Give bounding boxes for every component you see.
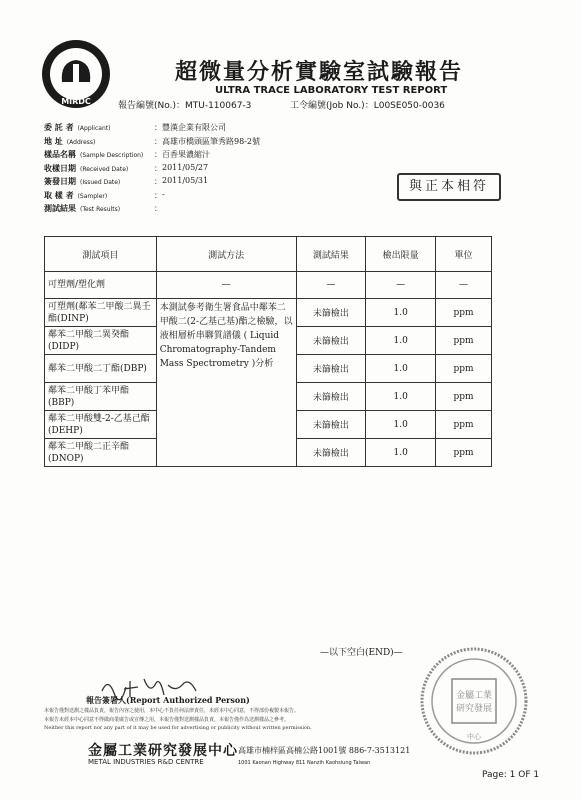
footnote: Neither this report nor any part of it may be used for advertising or publicity without written permission. — [44, 725, 312, 731]
signatory-label: 報告簽署人(Report Authorized Person) — [86, 695, 250, 705]
address-value: 高雄市橋頭區筆秀路98-2號 — [162, 136, 260, 146]
organization-name-en: METAL INDUSTRIES R&D CENTRE — [88, 758, 204, 766]
unit-cell: ppm — [436, 327, 492, 355]
result-cell: 未篩檢出 — [296, 299, 366, 327]
job-number-value: L00SE050-0036 — [373, 101, 445, 111]
unit-cell: ppm — [436, 411, 492, 439]
report-title: 超微量分析實驗室試驗報告 — [175, 59, 464, 85]
limit-cell: 1.0 — [366, 383, 436, 411]
unit-cell: ppm — [436, 383, 492, 411]
result-cell: 未篩檢出 — [296, 327, 366, 355]
organization-address: 高雄市楠梓區高楠公路1001號 886-7-3513121 — [238, 746, 411, 755]
organization-address-en: 1001 Kaonan Highway 811 Nanzih Kaohsiung Taiwan — [238, 760, 371, 766]
result-cell: 未篩檢出 — [296, 439, 366, 467]
method-cell: 本測試參考衛生署食品中鄰苯二甲酸二(2-乙基己基)酯之檢驗，以液相層析串聯質譜儀 ( Liquid Chromatography-Tandem Mass Spectrometry )分析 — [156, 299, 296, 467]
limit-cell: 1.0 — [366, 355, 436, 383]
report-subtitle: ULTRA TRACE LABORATORY TEST REPORT — [215, 85, 448, 96]
report-number-label: 報告編號(No.)： — [118, 101, 185, 111]
end-marker: —以下空白(END)— — [320, 648, 403, 658]
category-method: — — [156, 272, 296, 299]
result-cell: 未篩檢出 — [296, 355, 366, 383]
header-detection-limit: 檢出限量 — [366, 237, 436, 272]
results-table — [44, 236, 492, 467]
true-copy-stamp: 與正本相符 — [397, 173, 501, 201]
header-unit: 單位 — [436, 237, 492, 272]
limit-cell: 1.0 — [366, 411, 436, 439]
item-cell: 可塑劑(鄰苯二甲酸二異壬酯(DINP) — [45, 299, 157, 327]
table-row — [45, 272, 492, 299]
footnote: 本報告僅對送測之樣品負責，報告內容之使用，本中心不負任何法律責任，未經本中心同意，不得部份複製本報告。 — [44, 708, 300, 714]
result-cell: 未篩檢出 — [296, 411, 366, 439]
table-header-row — [45, 237, 492, 272]
result-cell: 未篩檢出 — [296, 383, 366, 411]
report-number-value: MTU-110067-3 — [184, 101, 252, 111]
svg-text:金屬工業: 金屬工業 — [455, 691, 493, 701]
svg-text:研究發展: 研究發展 — [455, 704, 493, 714]
table-row — [45, 299, 492, 327]
category-result: — — [296, 272, 366, 299]
item-cell: 鄰苯二甲酸雙-2-乙基己酯(DEHP) — [45, 411, 157, 439]
report-number — [118, 98, 251, 111]
official-seal — [418, 645, 530, 757]
category-item: 可塑劑/塑化劑 — [45, 272, 157, 299]
item-cell: 鄰苯二甲酸二異癸酯(DIDP) — [45, 327, 157, 355]
limit-cell: 1.0 — [366, 439, 436, 467]
unit-cell: ppm — [436, 439, 492, 467]
footnote: 本報告未經本中心同意不得做商業廣告或宣傳之用，本報告僅對送測樣品負責，本報告僅作為送測樣品之參考。 — [44, 717, 290, 723]
category-limit: — — [366, 272, 436, 299]
category-unit: — — [436, 272, 492, 299]
logo-text: MIRDC — [61, 97, 91, 106]
unit-cell: ppm — [436, 299, 492, 327]
svg-text:中心: 中心 — [467, 733, 481, 741]
header-test-result: 測試結果 — [296, 237, 366, 272]
item-cell: 鄰苯二甲酸二正辛酯(DNOP) — [45, 439, 157, 467]
sampler-value: - — [162, 189, 165, 199]
header-test-method: 測試方法 — [156, 237, 296, 272]
received-date-value: 2011/05/27 — [162, 162, 209, 172]
job-number-label: 工令編號(Job No.)： — [290, 101, 374, 111]
sample-value: 百香果濃縮汁 — [162, 150, 210, 159]
organization-name: 金屬工業研究發展中心 — [88, 743, 238, 759]
issued-date-value: 2011/05/31 — [162, 176, 209, 185]
item-cell: 鄰苯二甲酸丁苯甲酯(BBP) — [45, 383, 157, 411]
unit-cell: ppm — [436, 355, 492, 383]
applicant-value: 豐漢企業有限公司 — [162, 123, 226, 132]
limit-cell: 1.0 — [366, 299, 436, 327]
mirdc-logo — [40, 38, 112, 110]
job-number — [290, 98, 445, 111]
page-number: Page: 1 OF 1 — [482, 770, 540, 780]
item-cell: 鄰苯二甲酸二丁酯(DBP) — [45, 355, 157, 383]
limit-cell: 1.0 — [366, 327, 436, 355]
header-test-item: 測試項目 — [45, 237, 157, 272]
